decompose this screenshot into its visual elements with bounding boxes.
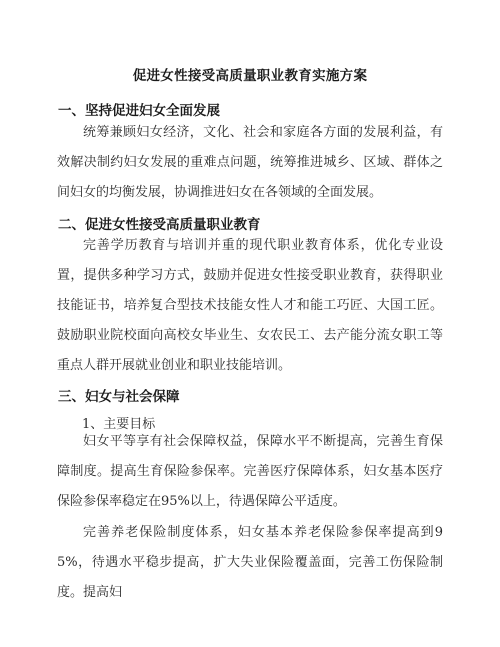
section-3-paragraph-1: 妇女平等享有社会保障权益，保障水平不断提高，完善生育保障制度。提高生育保险参保率。完善医疗保障体系，妇女基本医疗保险参保率稳定在95%以上，待遇保障公平适度。 xyxy=(57,434,443,509)
section-heading-2: 二、促进女性接受高质量职业教育 xyxy=(58,217,261,233)
section-3-paragraph-2: 完善养老保险制度体系，妇女基本养老保险参保率提高到95%，待遇水平稳步提高，扩大失业保险覆盖面，完善工伤保险制度。提高妇 xyxy=(57,525,443,600)
section-3-subheading: 1、主要目标 xyxy=(82,417,156,432)
section-2-paragraph: 完善学历教育与培训并重的现代职业教育体系，优化专业设置，提供多种学习方式，鼓励并促进女性接受职业教育，获得职业技能证书，培养复合型技术技能女性人才和能工巧匠、大国工匠。鼓励职业院校面向高校女毕业生、女农民工、去产能分流女职工等重点人群开展就业创业和职业技能培训。 xyxy=(57,238,443,373)
section-heading-3: 三、妇女与社会保障 xyxy=(58,389,180,405)
section-1-paragraph: 统筹兼顾妇女经济，文化、社会和家庭各方面的发展利益，有效解决制约妇女发展的重难点问题，统筹推进城乡、区域、群体之间妇女的均衡发展，协调推进妇女在各领域的全面发展。 xyxy=(57,125,443,200)
section-heading-1: 一、坚持促进妇女全面发展 xyxy=(58,103,220,119)
document-title: 促进女性接受高质量职业教育实施方案 xyxy=(132,68,368,84)
